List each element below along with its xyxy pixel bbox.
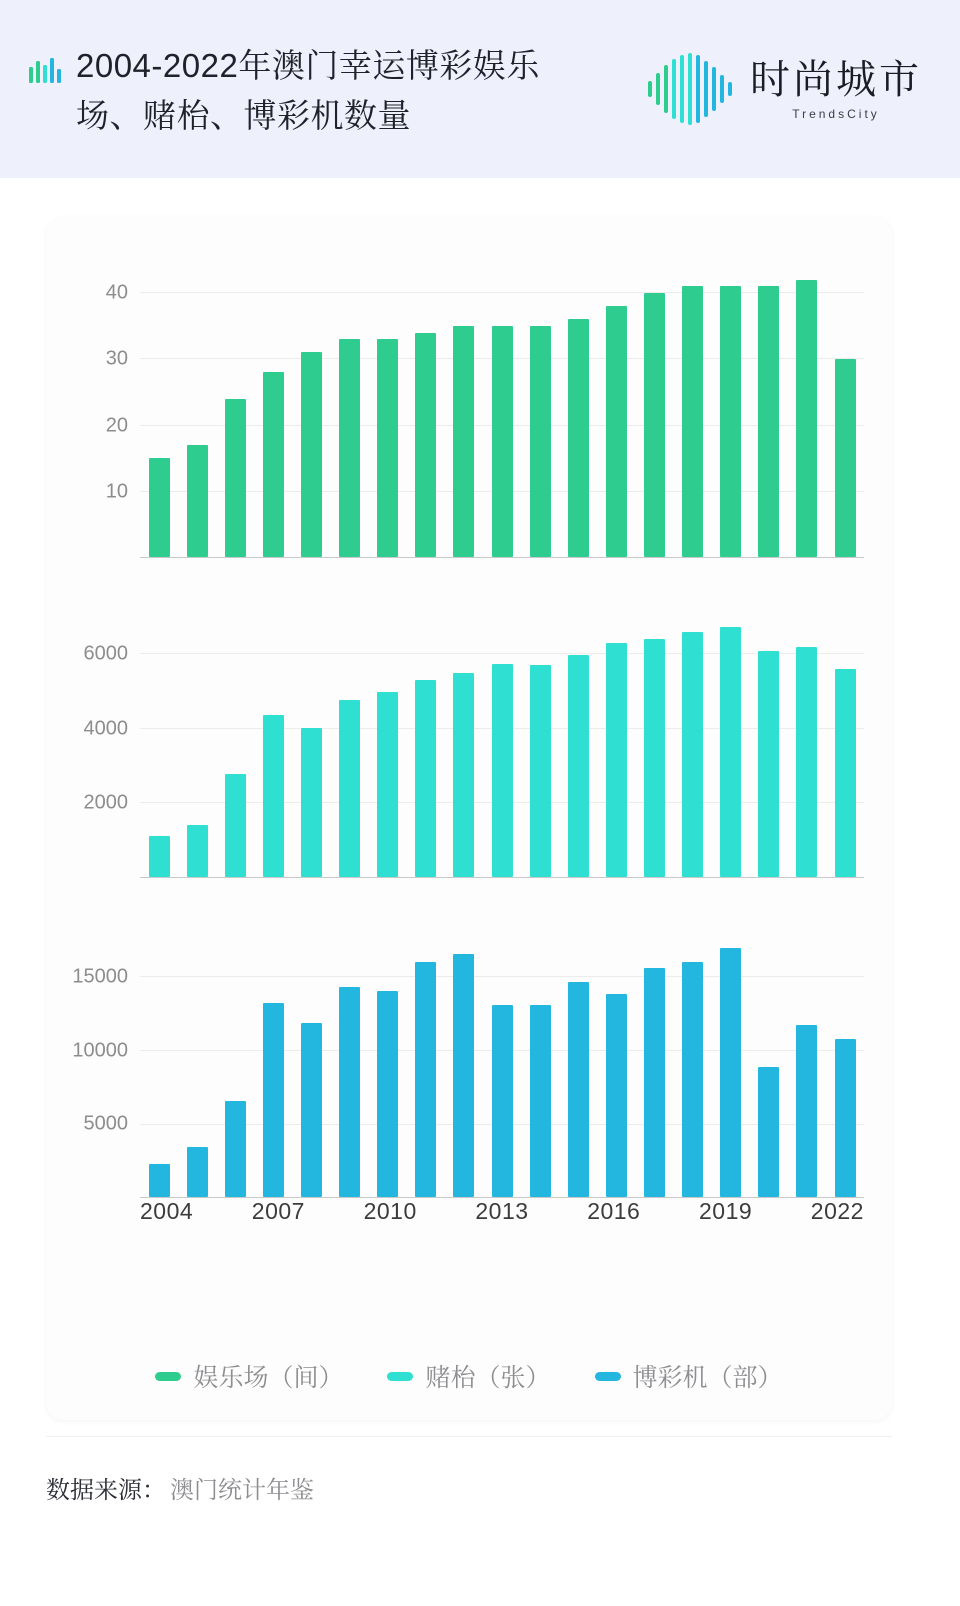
y-axis-tick-label: 30 [105,347,128,370]
bar[interactable] [492,664,513,877]
chart-legend [46,1358,892,1394]
bar-chart-icon [28,55,62,89]
bar[interactable] [758,286,779,557]
source-value: 澳门统计年鉴 [170,1477,314,1504]
plot-area-tables [83,606,864,878]
x-axis-tick-label [446,1198,475,1225]
legend-item[interactable] [595,1358,783,1394]
bar-slot [254,260,292,557]
bar-slot [254,926,292,1197]
bar[interactable] [187,445,208,557]
brand-name: 时尚城市 [750,57,922,103]
x-axis-tick-label [222,1198,251,1225]
legend-label: 娱乐场（间） [193,1364,344,1392]
bar-slot [407,606,445,877]
y-axis-tick-label: 4000 [83,717,128,740]
y-axis-tick-label: 40 [105,281,128,304]
bar-slot [216,606,254,877]
bar-slot [483,606,521,877]
bar[interactable] [530,1005,551,1197]
bar[interactable] [187,1147,208,1197]
bar[interactable] [644,293,665,557]
bar[interactable] [720,286,741,557]
source-label: 数据来源： [46,1477,166,1504]
bar-slot [254,606,292,877]
axis-baseline [140,877,864,878]
bar-slot [826,606,864,877]
footer-divider [46,1436,892,1437]
bar-slot [674,260,712,557]
bar-slot [788,606,826,877]
bar[interactable] [149,1164,170,1197]
bar-series [140,926,864,1197]
bar[interactable] [263,715,284,877]
bar-slot [712,926,750,1197]
bar[interactable] [415,680,436,877]
bar-slot [140,606,178,877]
bar[interactable] [492,1005,513,1197]
bar-slot [407,260,445,557]
bar[interactable] [339,700,360,877]
y-axis-tick-label: 20 [105,414,128,437]
x-axis-tick-label: 2007 [251,1198,305,1224]
x-axis-tick-label [334,1198,363,1225]
bar-slot [597,606,635,877]
brand-text [750,57,922,121]
chart-panels [46,234,892,1224]
bar-slot [750,926,788,1197]
bar[interactable] [263,1003,284,1197]
bar-slot [597,260,635,557]
bar[interactable] [682,286,703,557]
bar-slot [369,260,407,557]
bar[interactable] [682,962,703,1197]
bar[interactable] [339,987,360,1197]
bar-slot [635,926,673,1197]
bar-slot [521,926,559,1197]
x-axis-tick-label [193,1198,222,1225]
plot-area-machines [72,926,864,1198]
bar-slot [826,260,864,557]
x-axis-tick-label: 2010 [363,1198,417,1224]
y-axis-tick-label: 10000 [72,1039,128,1062]
bar-slot [521,606,559,877]
bar[interactable] [530,665,551,877]
y-axis-tick-label: 6000 [83,642,128,665]
brand-waveform-icon [646,51,740,127]
bar-slot [178,606,216,877]
bar-slot [712,606,750,877]
bar-slot [483,926,521,1197]
header-left [28,37,646,141]
bar-slot [331,926,369,1197]
bar[interactable] [301,1023,322,1197]
legend-item[interactable] [155,1358,343,1394]
bar[interactable] [377,339,398,557]
y-axis-tick-label: 2000 [83,791,128,814]
bar[interactable] [301,728,322,877]
bar[interactable] [796,280,817,557]
bar-slot [216,926,254,1197]
bar[interactable] [720,627,741,877]
bar[interactable] [415,333,436,557]
y-axis-tick-label: 5000 [83,1112,128,1135]
bar[interactable] [453,954,474,1197]
bar[interactable] [606,306,627,557]
y-axis-tick-label: 15000 [72,965,128,988]
chart-card [46,218,892,1420]
bar-slot [292,606,330,877]
x-axis [140,1198,864,1242]
bar[interactable] [568,655,589,877]
bar[interactable] [606,994,627,1197]
bar[interactable] [225,399,246,557]
bar[interactable] [339,339,360,557]
bar[interactable] [225,774,246,877]
bar[interactable] [606,643,627,877]
bar-series [140,260,864,557]
bar[interactable] [568,982,589,1197]
header [0,0,960,178]
x-axis-tick-label [529,1198,558,1225]
legend-label: 博彩机（部） [632,1364,783,1392]
bar[interactable] [568,319,589,557]
bar[interactable] [796,647,817,877]
axis-baseline [140,557,864,558]
legend-item[interactable] [387,1358,550,1394]
bar-slot [674,606,712,877]
bar[interactable] [453,673,474,877]
bar-slot [712,260,750,557]
legend-label: 赌枱（张） [425,1364,551,1392]
bar[interactable] [377,692,398,877]
chart-panel-machines [46,900,892,1224]
x-axis-tick-label: 2019 [698,1198,753,1224]
bar-slot [559,260,597,557]
page-title: 2004-2022年澳门幸运博彩娱乐场、赌枱、博彩机数量 [76,47,540,134]
bar-slot [369,926,407,1197]
bar-slot [407,926,445,1197]
x-axis-tick-label: 2004 [140,1198,194,1224]
x-axis-tick-label [670,1198,699,1225]
bar-slot [292,260,330,557]
bar-slot [635,260,673,557]
bar-slot [750,606,788,877]
bar[interactable] [758,651,779,877]
bar-slot [826,926,864,1197]
brand-logo [646,51,930,127]
chart-panel-tables [46,580,892,900]
bar-slot [140,926,178,1197]
bar-slot [559,606,597,877]
brand-subtitle: TrendsCity [792,107,880,121]
bar[interactable] [835,1039,856,1197]
bar[interactable] [530,326,551,557]
y-axis-tick-label: 10 [105,480,128,503]
bar-slot [445,606,483,877]
bar-slot [674,926,712,1197]
bar[interactable] [149,458,170,557]
footer [46,1470,892,1505]
bar[interactable] [187,825,208,877]
bar[interactable] [720,948,741,1197]
x-axis-tick-label [781,1198,810,1225]
bar[interactable] [415,962,436,1197]
bar-slot [750,260,788,557]
legend-swatch-icon [387,1372,413,1381]
bar[interactable] [644,639,665,877]
x-axis-tick-label [640,1198,669,1225]
bar[interactable] [835,669,856,877]
bar[interactable] [492,326,513,557]
bar[interactable] [149,836,170,877]
bar-slot [369,606,407,877]
bar[interactable] [796,1025,817,1197]
bar[interactable] [644,968,665,1197]
bar-slot [445,926,483,1197]
bar[interactable] [377,991,398,1197]
bar[interactable] [835,359,856,557]
plot-area-casinos [105,260,864,558]
bar[interactable] [301,352,322,557]
bar-slot [788,926,826,1197]
x-axis-tick-label [752,1198,781,1225]
legend-swatch-icon [595,1372,621,1381]
x-axis-tick-label: 2013 [475,1198,529,1224]
bar-slot [178,926,216,1197]
x-axis-tick-label [558,1198,587,1225]
bar-slot [635,606,673,877]
bar[interactable] [682,632,703,877]
bar-slot [445,260,483,557]
bar-slot [521,260,559,557]
bar-slot [559,926,597,1197]
bar-series [140,606,864,877]
bar-slot [483,260,521,557]
bar-slot [331,606,369,877]
chart-panel-casinos [46,234,892,580]
x-axis-tick-label [417,1198,446,1225]
x-axis-tick-label [305,1198,334,1225]
bar-slot [216,260,254,557]
bar-slot [178,260,216,557]
bar-slot [331,260,369,557]
bar-slot [140,260,178,557]
bar-slot [788,260,826,557]
bar[interactable] [225,1101,246,1197]
legend-swatch-icon [155,1372,181,1381]
x-axis-tick-label: 2022 [810,1198,864,1224]
bar[interactable] [758,1067,779,1197]
bar-slot [292,926,330,1197]
bar[interactable] [263,372,284,557]
bar-slot [597,926,635,1197]
bar[interactable] [453,326,474,557]
x-axis-tick-label: 2016 [587,1198,641,1224]
